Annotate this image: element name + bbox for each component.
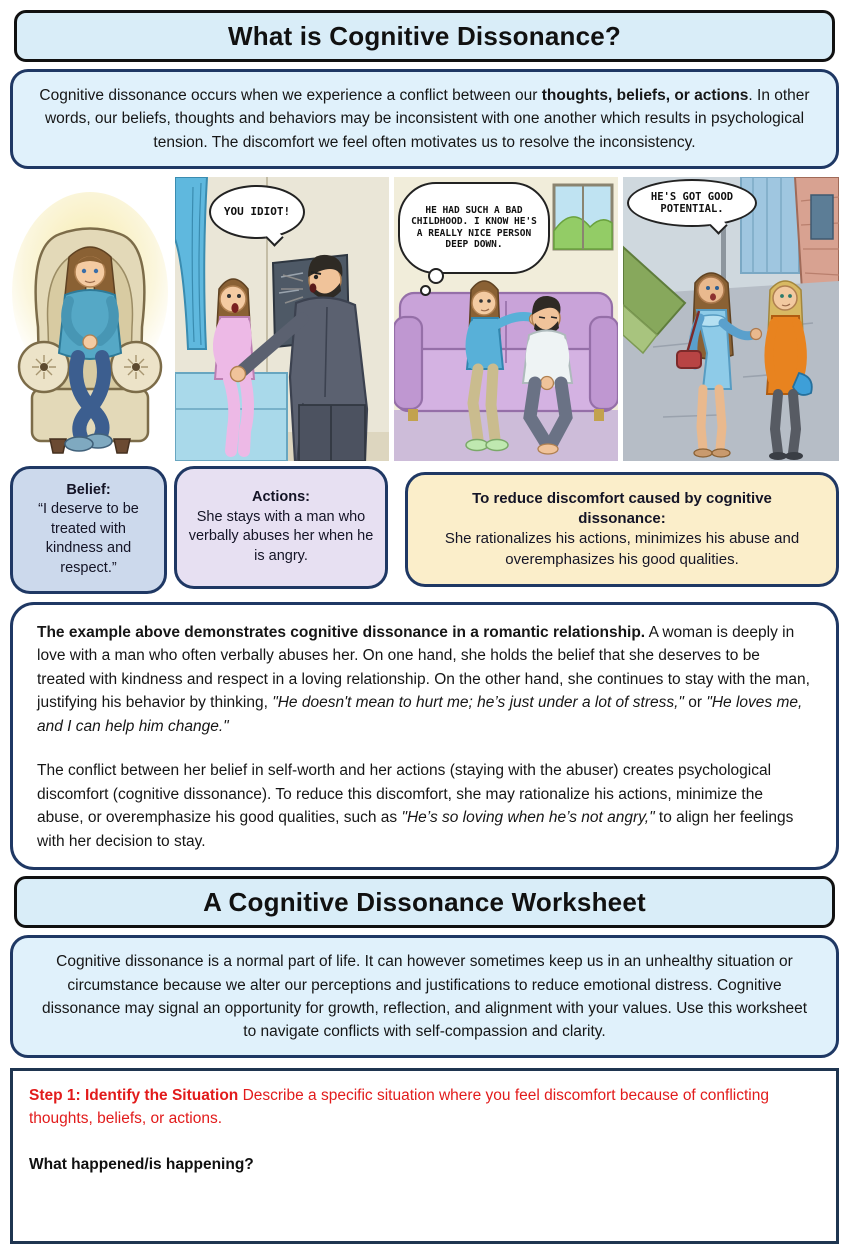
worksheet-title: A Cognitive Dissonance Worksheet: [203, 886, 646, 917]
speech-bubble-you-idiot: [209, 185, 305, 239]
page-title: What is Cognitive Dissonance?: [228, 20, 621, 51]
belief-text: “I deserve to be treated with kindness and respect.”: [38, 501, 139, 576]
step1-box: [10, 1068, 839, 1244]
step1-description: Describe a specific situation where you feel discomfort because of conflicting thoughts, beliefs, or actions.: [29, 1087, 769, 1127]
woman-in-armchair-illustration: [10, 177, 170, 461]
speech-bubble-good-potential: [627, 179, 757, 227]
speech-text: YOU IDIOT!: [223, 205, 291, 219]
explanation-paragraph-2: [37, 759, 812, 853]
reduce-discomfort-box: [405, 472, 839, 587]
thought-bubble-bad-childhood: [398, 182, 550, 274]
intro-paragraph: [10, 69, 839, 169]
explanation-paragraph-1: [37, 621, 812, 739]
belief-title: Belief:: [66, 481, 111, 498]
actions-title: Actions:: [252, 489, 310, 506]
explanation-p1-quote2: "He loves me, and I can help him change.": [37, 694, 803, 735]
section2-title-box: [14, 876, 835, 928]
caption-row: [10, 466, 839, 594]
reduce-text: She rationalizes his actions, minimizes his abuse and overemphasizes his good qualities.: [444, 530, 800, 568]
explanation-p1-bold: The example above demonstrates cognitive dissonance in a romantic relationship.: [37, 623, 646, 641]
speech-text-2: HE'S GOT GOOD POTENTIAL.: [650, 190, 734, 215]
answer-space[interactable]: [29, 1177, 820, 1237]
comic-strip: [10, 177, 839, 461]
reduce-title: To reduce discomfort caused by cognitive dissonance:: [472, 489, 772, 527]
worksheet-intro-text: Cognitive dissonance is a normal part of life. It can however sometimes keep us in an unhealthy situation or circumstance because we alter our perceptions and justifications to reduce emotional distress. Cognitive dissonance may signal an opportunity for growth, reflection, and alignment with your values. Use this worksheet to navigate conflicts with self-compassion and clarity.: [41, 953, 808, 1041]
explanation-p2-text1: The conflict between her belief in self-worth and her actions (staying with the abuser) creates psychological discomfort (cognitive dissonance). To reduce this discomfort, she may rationalize his actions, minimize the abuse, or overemphasize his good qualities, such as: [37, 762, 772, 827]
explanation-p1-quote1: "He doesn't mean to hurt me; he’s just under a lot of stress,": [272, 694, 684, 712]
intro-text-bold: thoughts, beliefs, or actions: [541, 87, 749, 104]
explanation-p2-quote: "He’s so loving when he’s not angry,": [401, 809, 655, 827]
explanation-box: [10, 602, 839, 871]
intro-text-pre: Cognitive dissonance occurs when we experience a conflict between our: [39, 87, 542, 104]
step1-label: Step 1: Identify the Situation: [29, 1087, 239, 1105]
step1-question: What happened/is happening?: [29, 1156, 254, 1174]
section1-title-box: [14, 10, 835, 62]
explanation-p2-text2: to align her feelings with her decision to stay.: [37, 809, 794, 850]
comic-panel-3: [394, 177, 618, 461]
explanation-p1-or: or: [683, 694, 707, 712]
comic-panel-4: [623, 177, 839, 461]
step1-instructions: [29, 1085, 820, 1130]
thought-text: HE HAD SUCH A BAD CHILDHOOD. I KNOW HE'S A REALLY NICE PERSON DEEP DOWN.: [411, 204, 537, 251]
worksheet-intro-paragraph: [10, 935, 839, 1058]
comic-panel-2: [175, 177, 389, 461]
comic-panel-1: [10, 177, 170, 461]
actions-box: [174, 466, 388, 589]
actions-text: She stays with a man who verbally abuses her when he is angry.: [188, 508, 374, 564]
belief-box: [10, 466, 167, 594]
explanation-p1-text: A woman is deeply in love with a man who often verbally abuses her. On one hand, she holds the belief that she deserves to be treated with kindness and respect in a loving relationship. On the other hand, she continues to stay with the man, justifying his behavior by thinking,: [37, 623, 810, 712]
intro-text-post: . In other words, our beliefs, thoughts and behaviors may be inconsistent with one another which results in psychological tension. The discomfort we feel often motivates us to resolve the inconsistency.: [44, 87, 810, 151]
